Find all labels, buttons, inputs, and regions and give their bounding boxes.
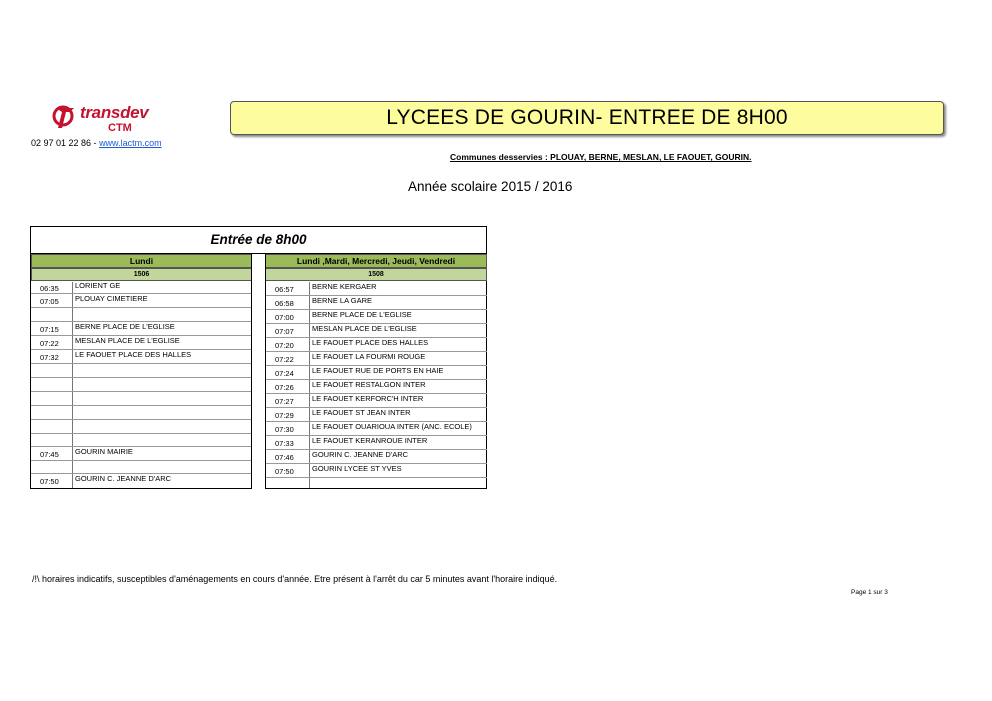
- departure-time: 07:30: [266, 422, 310, 435]
- stop-name: [73, 308, 251, 321]
- schedule-row: [31, 336, 251, 350]
- transdev-logo: [50, 102, 170, 136]
- schedule-row: [31, 294, 251, 308]
- empty-row: [31, 378, 251, 392]
- stop-name: LE FAOUET RUE DE PORTS EN HAIE: [312, 366, 444, 375]
- schedule-row: [266, 366, 487, 380]
- schedule-row: [266, 436, 487, 450]
- departure-time: 06:35: [31, 282, 73, 293]
- stop-name: LORIENT GE: [75, 281, 121, 290]
- schedule-row: [31, 322, 251, 336]
- stop-name: [73, 434, 251, 446]
- stop-name: MESLAN PLACE DE L'EGLISE: [75, 336, 180, 345]
- departure-time: 07:46: [266, 450, 310, 463]
- departure-time: 07:00: [266, 310, 310, 323]
- column-separator: [251, 254, 266, 489]
- departure-time: 07:26: [266, 380, 310, 393]
- schedule-row: [31, 447, 251, 461]
- left-day-header: Lundi: [31, 254, 252, 268]
- schedule-row: [266, 352, 487, 366]
- departure-time: [31, 461, 73, 473]
- schedule-row: [266, 380, 487, 394]
- stop-name: BERNE KERGAER: [312, 282, 377, 291]
- schedule-title: Entrée de 8h00: [31, 227, 486, 254]
- departure-time: 07:32: [31, 350, 73, 363]
- empty-row: [31, 406, 251, 420]
- stop-name: [73, 364, 251, 377]
- stop-name: MESLAN PLACE DE L'EGLISE: [312, 324, 417, 333]
- stop-name: [73, 406, 251, 419]
- stop-name: GOURIN C. JEANNE D'ARC: [75, 474, 172, 483]
- schedule-row: [266, 464, 487, 478]
- departure-time: 07:20: [266, 338, 310, 351]
- stop-name: LE FAOUET RESTALGON INTER: [312, 380, 426, 389]
- stop-name: LE FAOUET ST JEAN INTER: [312, 408, 411, 417]
- departure-time: 07:50: [31, 474, 73, 488]
- stop-name: BERNE LA GARE: [312, 296, 373, 305]
- departure-time: [266, 478, 310, 488]
- stop-name: [310, 478, 487, 488]
- schedule-row: [266, 394, 487, 408]
- empty-row: [31, 434, 251, 447]
- stop-name: [73, 461, 251, 473]
- departure-time: [31, 364, 73, 377]
- page-title: LYCEES DE GOURIN- ENTREE DE 8H00: [386, 106, 788, 129]
- schedule-row: [266, 296, 487, 310]
- right-line-number: 1508: [265, 268, 487, 281]
- stop-name: LE FAOUET PLACE DES HALLES: [312, 338, 429, 347]
- departure-time: [31, 392, 73, 405]
- schedule-row: [266, 450, 487, 464]
- schedule-row: [266, 282, 487, 296]
- empty-row: [31, 308, 251, 322]
- departure-time: 06:57: [266, 282, 310, 295]
- departure-time: [31, 420, 73, 433]
- brand-name: transdev: [80, 103, 149, 122]
- schedule-row: [266, 422, 487, 436]
- empty-row: [31, 420, 251, 434]
- departure-time: 07:22: [266, 352, 310, 365]
- communes-served: Communes desservies : PLOUAY, BERNE, MESLAN, LE FAOUET, GOURIN.: [450, 152, 752, 162]
- schedule-row: [266, 310, 487, 324]
- stop-name: LE FAOUET KERFORC'H INTER: [312, 394, 424, 403]
- right-day-header: Lundi ,Mardi, Mercredi, Jeudi, Vendredi: [265, 254, 487, 268]
- school-year: Année scolaire 2015 / 2016: [408, 179, 573, 194]
- website-link[interactable]: www.lactm.com: [99, 138, 162, 148]
- stop-name: GOURIN C. JEANNE D'ARC: [312, 450, 409, 459]
- empty-row: [31, 392, 251, 406]
- stop-name: LE FAOUET LA FOURMI ROUGE: [312, 352, 426, 361]
- footer-note: /!\ horaires indicatifs, susceptibles d'aménagements en cours d'année. Etre présent à l'arrêt du car 5 minutes avant l'horaire indiqué.: [32, 574, 558, 584]
- departure-time: [31, 406, 73, 419]
- stop-name: [73, 420, 251, 433]
- stop-name: GOURIN LYCEE ST YVES: [312, 464, 402, 473]
- stop-name: GOURIN MAIRIE: [75, 447, 133, 456]
- left-line-number: 1506: [31, 268, 252, 281]
- phone-number: 02 97 01 22 86 -: [31, 138, 100, 148]
- stop-name: BERNE PLACE DE L'EGLISE: [312, 310, 412, 319]
- schedule-row: [31, 350, 251, 364]
- empty-row: [31, 364, 251, 378]
- departure-time: 07:45: [31, 447, 73, 460]
- departure-time: [31, 378, 73, 391]
- stop-name: PLOUAY CIMETIERE: [75, 294, 148, 303]
- departure-time: 07:05: [31, 294, 73, 307]
- schedule-row: [31, 282, 251, 294]
- stop-name: LE FAOUET PLACE DES HALLES: [75, 350, 192, 359]
- departure-time: 07:15: [31, 322, 73, 335]
- departure-time: 07:50: [266, 464, 310, 477]
- departure-time: [31, 308, 73, 321]
- schedule-row: [266, 338, 487, 352]
- stop-name: [73, 378, 251, 391]
- departure-time: 06:58: [266, 296, 310, 309]
- departure-time: [31, 434, 73, 446]
- transdev-swirl-icon: [50, 102, 80, 132]
- contact-line: [31, 138, 162, 148]
- stop-name: BERNE PLACE DE L'EGLISE: [75, 322, 175, 331]
- departure-time: 07:24: [266, 366, 310, 379]
- schedule-table: [30, 226, 487, 489]
- stop-name: [73, 392, 251, 405]
- empty-row: [31, 461, 251, 474]
- brand-sub: CTM: [108, 122, 132, 134]
- schedule-row: [266, 324, 487, 338]
- schedule-row: [266, 408, 487, 422]
- stop-name: LE FAOUET OUARIOUA INTER (ANC. ECOLE): [312, 422, 472, 431]
- title-banner: [230, 101, 944, 135]
- departure-time: 07:22: [31, 336, 73, 349]
- schedule-row: [31, 474, 251, 488]
- departure-time: 07:07: [266, 324, 310, 337]
- page-number: Page 1 sur 3: [851, 589, 888, 596]
- empty-row: [266, 478, 487, 488]
- stop-name: LE FAOUET KERANROUE INTER: [312, 436, 428, 445]
- departure-time: 07:33: [266, 436, 310, 449]
- departure-time: 07:29: [266, 408, 310, 421]
- departure-time: 07:27: [266, 394, 310, 407]
